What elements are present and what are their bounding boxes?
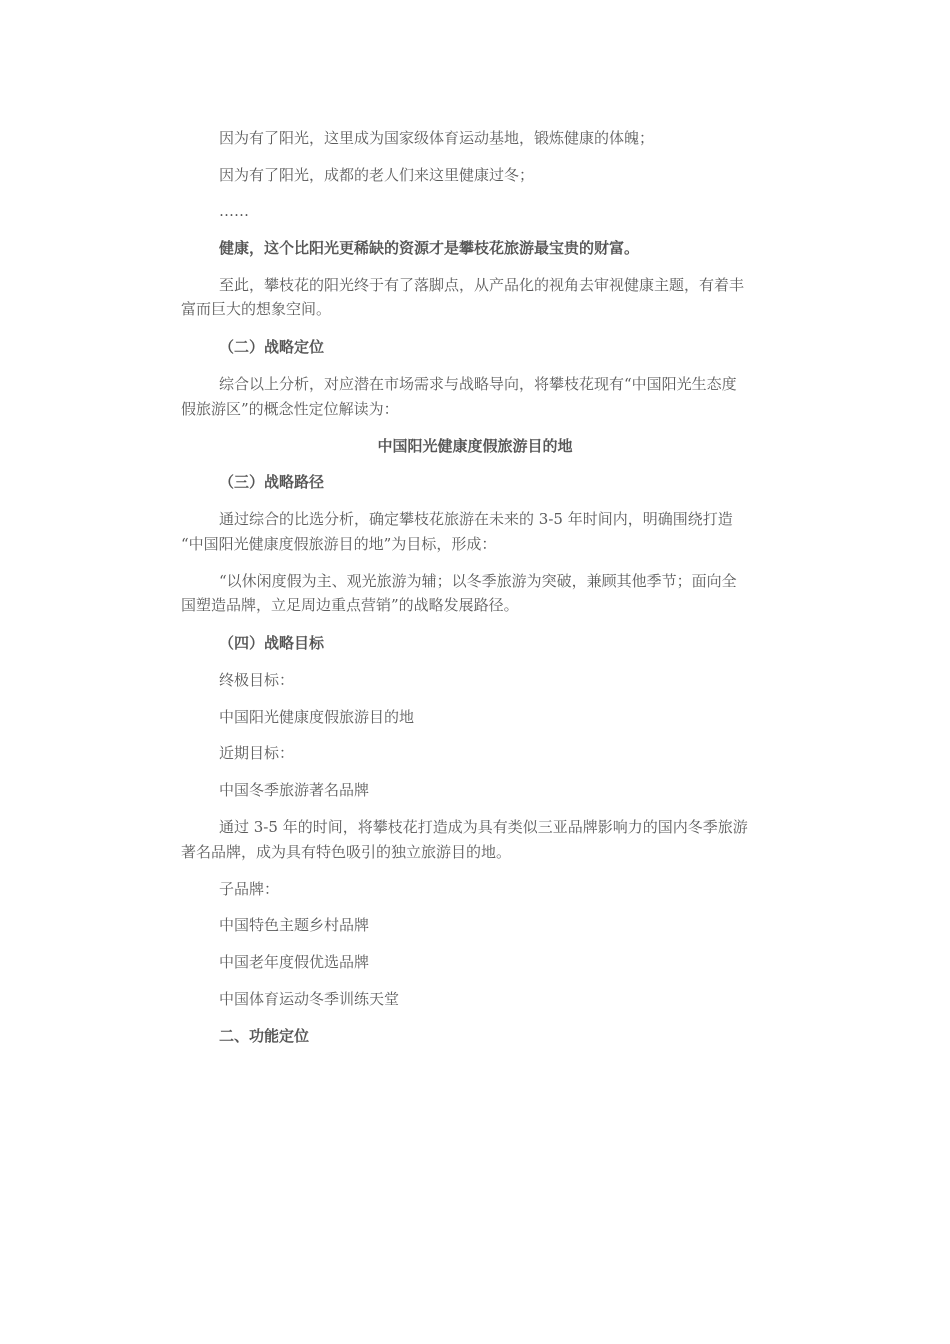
paragraph-line: 因为有了阳光，成都的老人们来这里健康过冬； (219, 166, 535, 184)
section-heading: （二）战略定位 (219, 338, 325, 356)
paragraph-line: 著名品牌，成为具有特色吸引的独立旅游目的地。 (181, 843, 512, 861)
section-heading: （四）战略目标 (219, 634, 325, 652)
centered-title: 中国阳光健康度假旅游目的地 (377, 437, 573, 455)
paragraph-line: 通过综合的比选分析，确定攀枝花旅游在未来的 3-5 年时间内，明确围绕打造 (219, 510, 733, 528)
paragraph-line: 国塑造品牌，立足周边重点营销”的战略发展路径。 (181, 596, 519, 614)
paragraph-line: 富而巨大的想象空间。 (181, 300, 332, 318)
paragraph-line: “中国阳光健康度假旅游目的地”为目标，形成： (181, 535, 497, 553)
paragraph-line: 至此，攀枝花的阳光终于有了落脚点，从产品化的视角去审视健康主题，有着丰 (219, 276, 745, 294)
section-heading: 二、功能定位 (219, 1027, 310, 1045)
paragraph-line: 综合以上分析，对应潜在市场需求与战略导向，将攀枝花现有“中国阳光生态度 (219, 375, 737, 393)
ellipsis-line: …… (219, 202, 249, 220)
paragraph-line: 中国体育运动冬季训练天堂 (219, 990, 400, 1008)
label-line: 终极目标： (219, 671, 295, 689)
label-line: 子品牌： (219, 880, 280, 898)
paragraph-line: 假旅游区”的概念性定位解读为： (181, 400, 399, 418)
paragraph-line: 通过 3-5 年的时间，将攀枝花打造成为具有类似三亚品牌影响力的国内冬季旅游 (219, 818, 748, 836)
paragraph-line: 因为有了阳光，这里成为国家级体育运动基地，锻炼健康的体魄； (219, 129, 655, 147)
label-line: 近期目标： (219, 744, 295, 762)
section-heading: （三）战略路径 (219, 473, 325, 491)
paragraph-line: 中国阳光健康度假旅游目的地 (219, 708, 415, 726)
paragraph-line: 中国特色主题乡村品牌 (219, 916, 370, 934)
emphasis-line: 健康，这个比阳光更稀缺的资源才是攀枝花旅游最宝贵的财富。 (219, 239, 640, 257)
paragraph-line: 中国冬季旅游著名品牌 (219, 781, 370, 799)
paragraph-line: “以休闲度假为主、观光旅游为辅；以冬季旅游为突破，兼顾其他季节；面向全 (219, 572, 737, 590)
paragraph-line: 中国老年度假优选品牌 (219, 953, 370, 971)
